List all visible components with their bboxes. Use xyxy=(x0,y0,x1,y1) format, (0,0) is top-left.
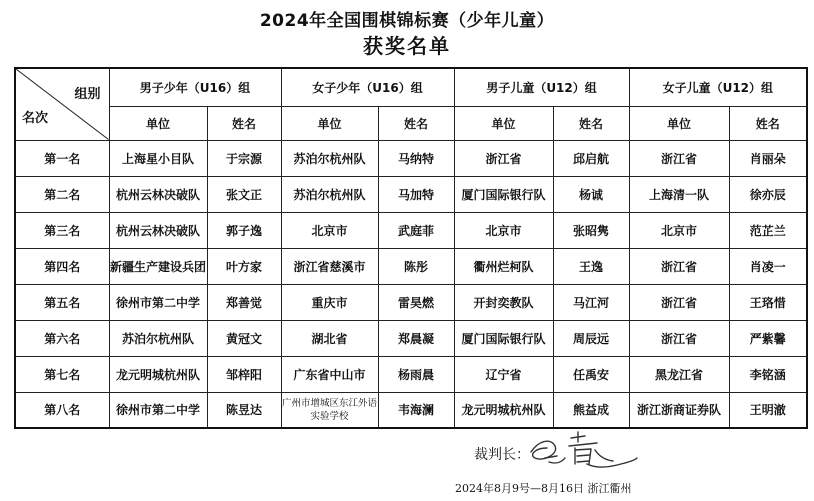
corner-group-label: 组别 xyxy=(74,87,101,102)
signature-image xyxy=(525,428,640,473)
unit-cell: 厦门国际银行队 xyxy=(454,320,553,356)
name-cell: 郭子逸 xyxy=(207,212,281,248)
group-header: 男子少年（U16）组 xyxy=(109,68,281,106)
name-cell: 李铭涵 xyxy=(729,356,807,392)
unit-cell: 杭州云林决破队 xyxy=(109,212,207,248)
name-cell: 雷昊燃 xyxy=(378,284,454,320)
unit-cell: 龙元明城杭州队 xyxy=(109,356,207,392)
unit-cell: 黑龙江省 xyxy=(629,356,729,392)
unit-cell: 北京市 xyxy=(454,212,553,248)
name-cell: 张文正 xyxy=(207,176,281,212)
name-cell: 马加特 xyxy=(378,176,454,212)
unit-cell: 重庆市 xyxy=(281,284,378,320)
unit-cell: 苏泊尔杭州队 xyxy=(109,320,207,356)
name-cell: 范芷兰 xyxy=(729,212,807,248)
name-cell: 严紫馨 xyxy=(729,320,807,356)
unit-cell: 湖北省 xyxy=(281,320,378,356)
group-header-row xyxy=(15,68,807,106)
document-subtitle: 获奖名单 xyxy=(363,34,451,58)
name-cell: 徐亦辰 xyxy=(729,176,807,212)
table-row xyxy=(15,212,807,248)
name-cell: 熊益成 xyxy=(553,392,629,428)
rank-cell: 第三名 xyxy=(15,212,109,248)
corner-diagonal xyxy=(16,69,109,140)
unit-cell: 龙元明城杭州队 xyxy=(454,392,553,428)
name-cell: 黄冠文 xyxy=(207,320,281,356)
unit-cell: 厦门国际银行队 xyxy=(454,176,553,212)
name-cell: 陈彤 xyxy=(378,248,454,284)
name-cell: 叶方家 xyxy=(207,248,281,284)
name-cell: 马江河 xyxy=(553,284,629,320)
rank-cell: 第五名 xyxy=(15,284,109,320)
unit-cell: 辽宁省 xyxy=(454,356,553,392)
name-cell: 王逸 xyxy=(553,248,629,284)
name-cell: 郑晨凝 xyxy=(378,320,454,356)
unit-cell: 衢州烂柯队 xyxy=(454,248,553,284)
unit-header: 单位 xyxy=(109,106,207,140)
unit-cell: 浙江省 xyxy=(629,248,729,284)
rank-cell: 第二名 xyxy=(15,176,109,212)
name-cell: 杨诚 xyxy=(553,176,629,212)
sub-header-row xyxy=(15,106,807,140)
name-cell: 马纳特 xyxy=(378,140,454,176)
name-cell: 肖丽朵 xyxy=(729,140,807,176)
table-row xyxy=(15,140,807,176)
name-header: 姓名 xyxy=(729,106,807,140)
name-cell: 周辰远 xyxy=(553,320,629,356)
name-cell: 王珞惜 xyxy=(729,284,807,320)
document-title: 2024年全国围棋锦标赛（少年儿童） xyxy=(259,11,555,31)
unit-cell: 浙江省 xyxy=(629,284,729,320)
unit-cell: 北京市 xyxy=(281,212,378,248)
name-header: 姓名 xyxy=(207,106,281,140)
unit-cell: 浙江浙商证券队 xyxy=(629,392,729,428)
unit-cell: 苏泊尔杭州队 xyxy=(281,176,378,212)
unit-cell: 广州市增城区东江外语实验学校 xyxy=(281,392,378,428)
corner-rank-label: 名次 xyxy=(22,110,49,126)
name-cell: 郑善觉 xyxy=(207,284,281,320)
unit-cell: 开封奕教队 xyxy=(454,284,553,320)
rank-cell: 第八名 xyxy=(15,392,109,428)
unit-cell: 徐州市第二中学 xyxy=(109,284,207,320)
unit-cell: 徐州市第二中学 xyxy=(109,392,207,428)
name-cell: 邱启航 xyxy=(553,140,629,176)
rank-cell: 第四名 xyxy=(15,248,109,284)
results-table xyxy=(14,67,808,429)
name-cell: 肖凌一 xyxy=(729,248,807,284)
unit-cell: 广东省中山市 xyxy=(281,356,378,392)
name-cell: 韦海澜 xyxy=(378,392,454,428)
name-header: 姓名 xyxy=(378,106,454,140)
unit-cell: 上海星小目队 xyxy=(109,140,207,176)
rank-cell: 第一名 xyxy=(15,140,109,176)
unit-cell: 新疆生产建设兵团 xyxy=(109,248,207,284)
name-cell: 邹梓阳 xyxy=(207,356,281,392)
unit-cell: 上海清一队 xyxy=(629,176,729,212)
name-cell: 于宗源 xyxy=(207,140,281,176)
table-row xyxy=(15,248,807,284)
group-header: 女子少年（U16）组 xyxy=(281,68,454,106)
table-row xyxy=(15,284,807,320)
unit-cell: 苏泊尔杭州队 xyxy=(281,140,378,176)
unit-cell: 北京市 xyxy=(629,212,729,248)
unit-header: 单位 xyxy=(629,106,729,140)
name-cell: 陈昱达 xyxy=(207,392,281,428)
footer-date-location: 2024年8月9号—8月16日 浙江衢州 xyxy=(455,482,632,495)
unit-cell: 杭州云林决破队 xyxy=(109,176,207,212)
group-header: 男子儿童（U12）组 xyxy=(454,68,629,106)
unit-cell: 浙江省 xyxy=(629,140,729,176)
table-row xyxy=(15,176,807,212)
unit-cell: 浙江省 xyxy=(454,140,553,176)
table-row xyxy=(15,320,807,356)
name-header: 姓名 xyxy=(553,106,629,140)
table-row xyxy=(15,356,807,392)
name-cell: 杨雨晨 xyxy=(378,356,454,392)
rank-cell: 第七名 xyxy=(15,356,109,392)
name-cell: 任禹安 xyxy=(553,356,629,392)
signature-label: 裁判长： xyxy=(474,447,530,463)
rank-cell: 第六名 xyxy=(15,320,109,356)
name-cell: 武庭菲 xyxy=(378,212,454,248)
unit-header: 单位 xyxy=(454,106,553,140)
corner-cell xyxy=(15,68,109,140)
unit-header: 单位 xyxy=(281,106,378,140)
unit-cell: 浙江省慈溪市 xyxy=(281,248,378,284)
table-row xyxy=(15,392,807,428)
name-cell: 张昭隽 xyxy=(553,212,629,248)
unit-cell: 浙江省 xyxy=(629,320,729,356)
name-cell: 王明澈 xyxy=(729,392,807,428)
group-header: 女子儿童（U12）组 xyxy=(629,68,807,106)
